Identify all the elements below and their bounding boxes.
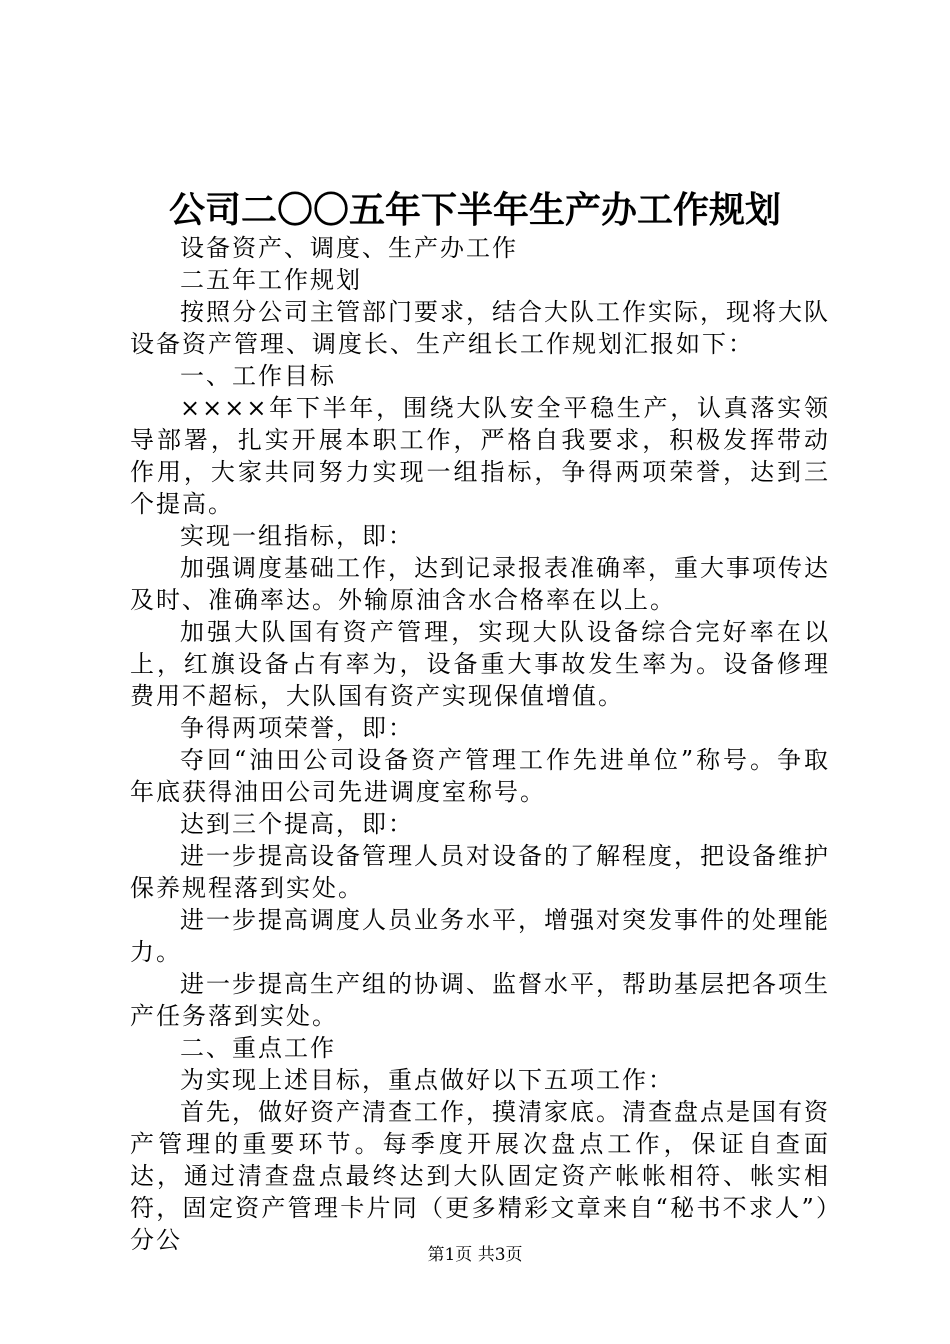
- paragraph: 夺回“油田公司设备资产管理工作先进单位”称号。争取年底获得油田公司先进调度室称号。: [130, 746, 830, 806]
- section-heading: 一、工作目标: [180, 362, 336, 390]
- page-footer: 第1页 共3页: [427, 1245, 523, 1265]
- paragraph: 达到三个提高，即：: [180, 810, 414, 838]
- document-title: 公司二〇〇五年下半年生产办工作规划: [168, 189, 781, 231]
- paragraph: 加强大队国有资产管理，实现大队设备综合完好率在以上，红旗设备占有率为，设备重大事故发生率为。设备修理费用不超标，大队国有资产实现保值增值。: [130, 618, 830, 710]
- paragraph: 进一步提高生产组的协调、监督水平，帮助基层把各项生产任务落到实处。: [130, 970, 830, 1030]
- paragraph: ××××年下半年，围绕大队安全平稳生产，认真落实领导部署，扎实开展本职工作，严格自我要求，积极发挥带动作用，大家共同努力实现一组指标，争得两项荣誉，达到三个提高。: [130, 394, 830, 518]
- document-body: [130, 232, 830, 1256]
- paragraph: 争得两项荣誉，即：: [180, 714, 414, 742]
- paragraph: 按照分公司主管部门要求，结合大队工作实际，现将大队设备资产管理、调度长、生产组长工作规划汇报如下：: [130, 298, 830, 358]
- paragraph: 加强调度基础工作，达到记录报表准确率，重大事项传达及时、准确率达。外输原油含水合格率在以上。: [130, 554, 830, 614]
- paragraph: 进一步提高调度人员业务水平，增强对突发事件的处理能力。: [130, 906, 830, 966]
- paragraph: 设备资产、调度、生产办工作: [180, 234, 518, 262]
- paragraph: 实现一组指标，即：: [180, 522, 414, 550]
- section-heading: 二、重点工作: [180, 1034, 336, 1062]
- paragraph: 二五年工作规划: [180, 266, 362, 294]
- paragraph: 首先，做好资产清查工作，摸清家底。清查盘点是国有资产管理的重要环节。每季度开展次盘点工作，保证自查面达，通过清查盘点最终达到大队固定资产帐帐相符、帐实相符，固定资产管理卡片同（更多精彩文章来自“秘书不求人”）分公: [130, 1098, 830, 1254]
- paragraph: 为实现上述目标，重点做好以下五项工作：: [180, 1066, 674, 1094]
- paragraph: 进一步提高设备管理人员对设备的了解程度，把设备维护保养规程落到实处。: [130, 842, 830, 902]
